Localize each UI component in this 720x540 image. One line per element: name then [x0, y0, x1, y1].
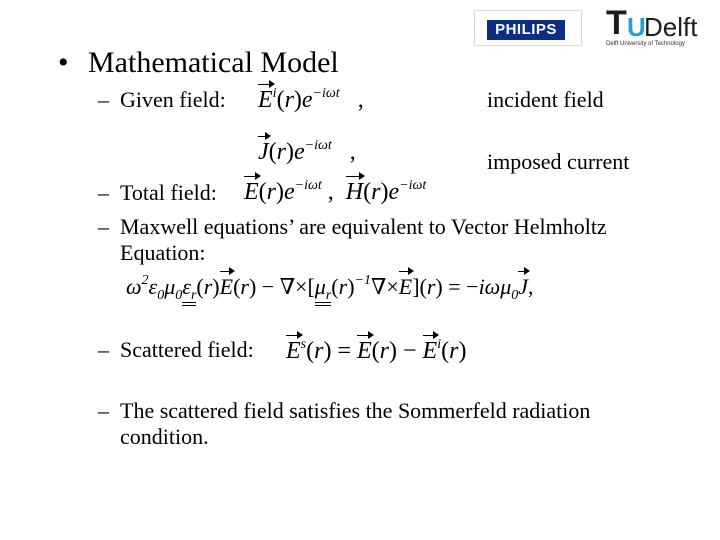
scattered-field-label: Scattered field: — [120, 337, 254, 362]
tudelft-logo-tagline: Delft University of Technology — [606, 41, 685, 47]
scattered-field-formula: $E^s(r) = E(r) - E^i(r)$ — [286, 337, 467, 364]
tudelft-logo-delft: Delft — [644, 12, 698, 42]
dash-scattered: – — [98, 337, 109, 362]
imposed-current-formula: $J(r)e^{-i\omega t}$ , — [258, 138, 356, 165]
helmholtz-equation: $\omega^2\varepsilon_0\mu_0\varepsilon_r(r)E(r) - \nabla\times[\mu_r(r)^{-1}\nabla\times E](r) = -i\omega\mu_0J$, — [126, 273, 534, 306]
page-title: Mathematical Model — [88, 46, 339, 79]
imposed-current-label: imposed current — [487, 149, 630, 174]
incident-field-formula: $E^i(r)e^{-i\omega t}$ , — [258, 86, 364, 113]
tudelft-logo-u: U — [627, 12, 646, 42]
dash-maxwell: – — [98, 214, 109, 239]
dash-given: – — [98, 87, 109, 112]
title-bullet: • — [58, 46, 69, 79]
sommerfeld-text-line1: The scattered field satisfies the Sommerfeld radiation — [120, 398, 591, 423]
total-field-label: Total field: — [120, 180, 217, 205]
given-field-label: Given field: — [120, 87, 226, 112]
dash-sommerfeld: – — [98, 398, 109, 423]
maxwell-text-line1: Maxwell equations’ are equivalent to Vector Helmholtz — [120, 214, 607, 239]
total-field-formula: $E(r)e^{-i\omega t}$ , $H(r)e^{-i\omega t}$ — [244, 178, 427, 205]
philips-logo: PHILIPS — [487, 20, 565, 40]
tudelft-logo-t: T — [606, 4, 627, 42]
incident-field-label: incident field — [487, 87, 604, 112]
dash-total: – — [98, 180, 109, 205]
sommerfeld-text-line2: condition. — [120, 424, 209, 449]
maxwell-text-line2: Equation: — [120, 240, 206, 265]
